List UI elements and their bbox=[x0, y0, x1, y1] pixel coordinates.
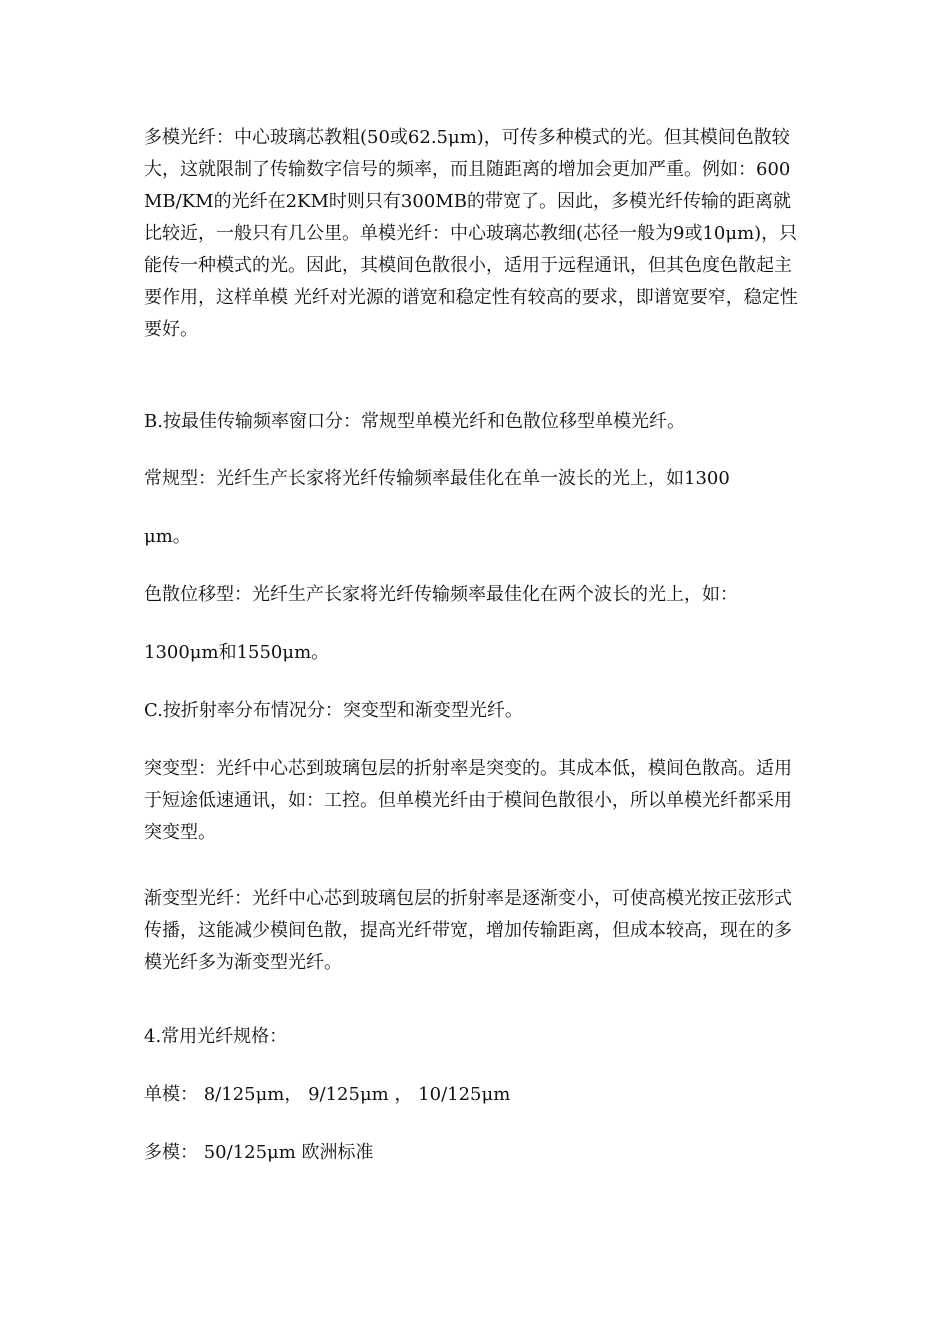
paragraph-dispersion-wavelengths: 1300μm和1550μm。 bbox=[144, 642, 330, 663]
heading-common-specs: 4.常用光纤规格： bbox=[144, 1026, 288, 1047]
spec-singlemode: 单模： 8/125μm， 9/125μm ， 10/125μm bbox=[144, 1084, 511, 1105]
paragraph-conventional-unit: μm。 bbox=[144, 526, 191, 547]
paragraph-b-by-window: B.按最佳传输频率窗口分：常规型单模光纤和色散位移型单模光纤。 bbox=[144, 411, 685, 432]
paragraph-conventional-type: 常规型：光纤生产长家将光纤传输频率最佳化在单一波长的光上，如1300 bbox=[144, 468, 730, 489]
paragraph-c-by-index: C.按折射率分布情况分：突变型和渐变型光纤。 bbox=[144, 700, 523, 721]
paragraph-multimode-singlemode: 多模光纤：中心玻璃芯教粗(50或62.5μm)，可传多种模式的光。但其模间色散较大，这就限制了传输数字信号的频率，而且随距离的增加会更加严重。例如：600MB/KM的光纤在2KM时则只有300MB的带宽了。因此，多模光纤传输的距离就比较近，一般只有几公里。单模光纤：中心玻璃芯教细(芯径一般为9或10μm)，只能传一种模式的光。因此，其模间色散很小，适用于远程通讯，但其色度色散起主要作用，这样单模 光纤对光源的谱宽和稳定性有较高的要求，即谱宽要窄，稳定性要好。 bbox=[144, 127, 798, 340]
paragraph-graded-index: 渐变型光纤：光纤中心芯到玻璃包层的折射率是逐渐变小，可使高模光按正弦形式传播，这能减少模间色散，提高光纤带宽，增加传输距离，但成本较高，现在的多模光纤多为渐变型光纤。 bbox=[144, 888, 792, 973]
paragraph-step-index: 突变型：光纤中心芯到玻璃包层的折射率是突变的。其成本低，模间色散高。适用于短途低速通讯，如：工控。但单模光纤由于模间色散很小，所以单模光纤都采用突变型。 bbox=[144, 758, 792, 843]
spec-multimode: 多模： 50/125μm 欧洲标准 bbox=[144, 1142, 374, 1163]
paragraph-dispersion-shifted: 色散位移型：光纤生产长家将光纤传输频率最佳化在两个波长的光上，如： bbox=[144, 584, 738, 605]
